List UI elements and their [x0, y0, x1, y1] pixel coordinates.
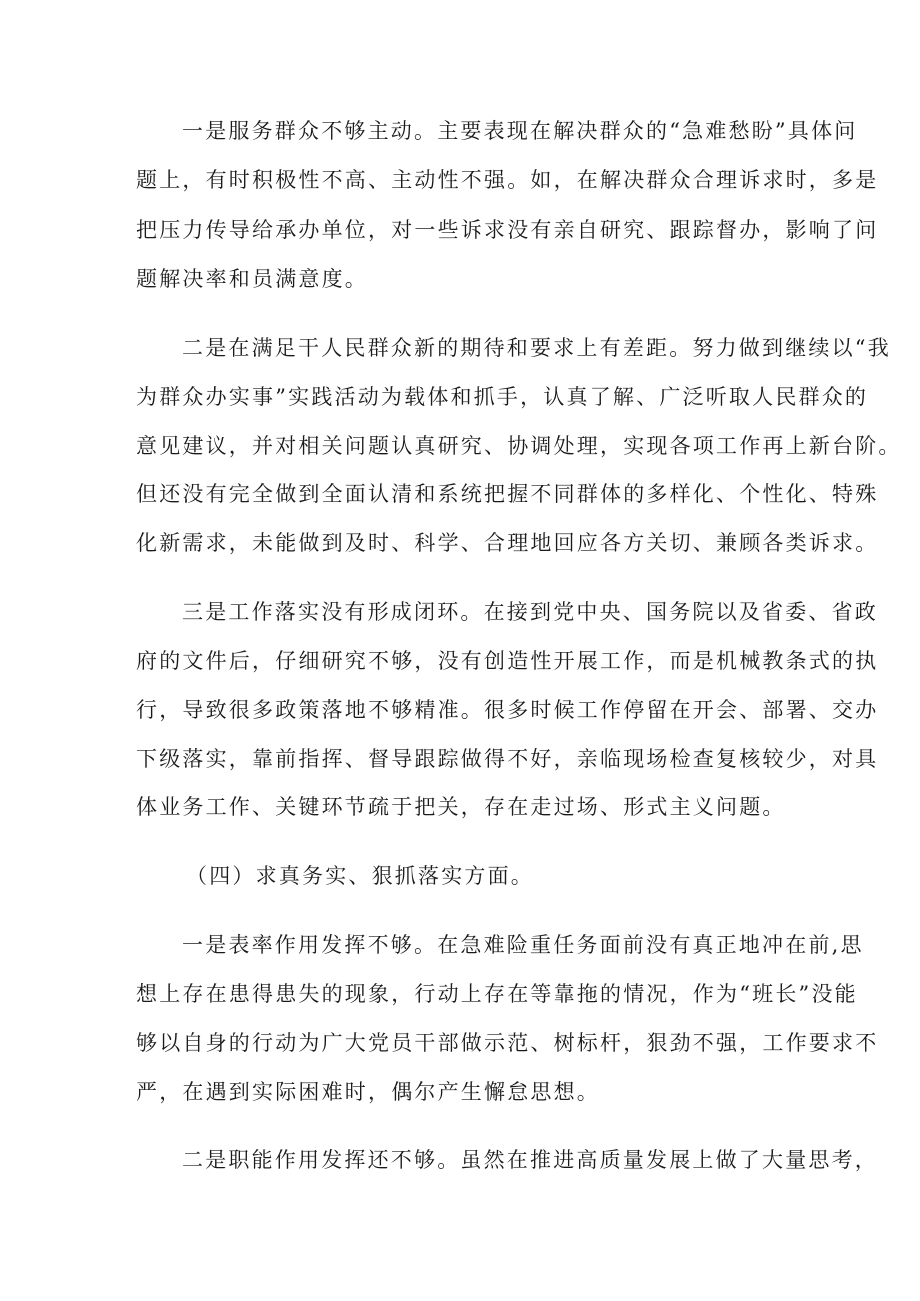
section-heading: （四）求真务实、狠抓落实方面。	[186, 864, 534, 888]
paragraph-2-line-4: 但还没有完全做到全面认清和系统把握不同群体的多样化、个性化、特殊	[136, 482, 879, 506]
paragraph-5-line-3: 够以自身的行动为广大党员干部做示范、树标杆，狠劲不强，工作要求不	[136, 1031, 879, 1055]
paragraph-2-line-3: 意见建议，并对相关问题认真研究、协调处理，实现各项工作再上新台阶。	[136, 434, 902, 458]
paragraph-2-line-5: 化新需求，未能做到及时、科学、合理地回应各方关切、兼顾各类诉求。	[136, 531, 879, 555]
paragraph-3-line-4: 下级落实，靠前指挥、督导跟踪做得不好，亲临现场检查复核较少，对具	[136, 747, 879, 771]
paragraph-2-line-2: 为群众办实事”实践活动为载体和抓手，认真了解、广泛听取人民群众的	[136, 385, 869, 409]
paragraph-1-line-1: 一是服务群众不够主动。主要表现在解决群众的“急难愁盼”具体问	[182, 119, 858, 143]
paragraph-3-line-2: 府的文件后，仔细研究不够，没有创造性开展工作，而是机械教条式的执	[136, 649, 879, 673]
paragraph-3-line-1: 三是工作落实没有形成闭环。在接到党中央、国务院以及省委、省政	[182, 600, 878, 624]
paragraph-3-line-5: 体业务工作、关键环节疏于把关，存在走过场、形式主义问题。	[136, 795, 786, 819]
paragraph-5-line-1: 一是表率作用发挥不够。在急难险重任务面前没有真正地冲在前,思	[182, 933, 864, 957]
paragraph-3-line-3: 行，导致很多政策落地不够精准。很多时候工作停留在开会、部署、交办	[136, 698, 879, 722]
paragraph-1-line-4: 题解决率和员满意度。	[136, 267, 368, 291]
paragraph-1-line-3: 把压力传导给承办单位，对一些诉求没有亲自研究、跟踪督办，影响了问	[136, 218, 879, 242]
paragraph-5-line-2: 想上存在患得患失的现象，行动上存在等靠拖的情况，作为“班长”没能	[136, 982, 858, 1006]
paragraph-6-line-1: 二是职能作用发挥还不够。虽然在推进高质量发展上做了大量思考，	[182, 1148, 878, 1172]
paragraph-1-line-2: 题上，有时积极性不高、主动性不强。如，在解决群众合理诉求时，多是	[136, 168, 879, 192]
paragraph-5-line-4: 严，在遇到实际困难时，偶尔产生懈怠思想。	[136, 1080, 600, 1104]
paragraph-2-line-1: 二是在满足干人民群众新的期待和要求上有差距。努力做到继续以“我	[182, 336, 891, 360]
